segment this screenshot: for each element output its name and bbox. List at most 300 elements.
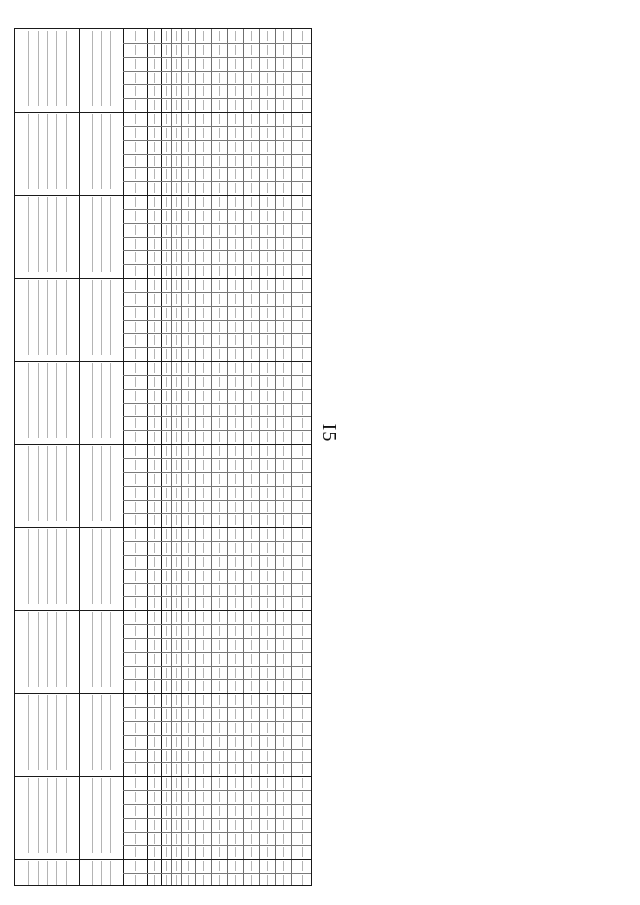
rotated-text-line (267, 156, 268, 166)
rotated-text-line (135, 322, 136, 332)
rotated-text-line (154, 446, 155, 456)
rotated-text-line (283, 875, 284, 885)
rotated-text-line (135, 294, 136, 304)
rotated-text-line (235, 142, 236, 152)
rotated-text-line (66, 363, 67, 438)
rotated-text-line (135, 266, 136, 276)
rotated-text-line (135, 654, 136, 664)
rotated-text-line (267, 598, 268, 608)
rotated-text-line (302, 502, 303, 512)
rotated-text-line (166, 820, 167, 830)
rotated-text-line (188, 45, 189, 55)
table-row-rule (123, 98, 312, 99)
rotated-text-line (188, 377, 189, 387)
rotated-text-line (188, 626, 189, 636)
rotated-text-line (203, 861, 204, 871)
rotated-text-line (235, 59, 236, 69)
rotated-text-line (302, 571, 303, 581)
rotated-text-line (283, 418, 284, 428)
rotated-text-line (176, 363, 177, 373)
rotated-text-line (188, 100, 189, 110)
rotated-text-line (28, 446, 29, 521)
table-row-rule (123, 638, 312, 639)
rotated-text-line (101, 31, 102, 106)
table-row-rule (123, 347, 312, 348)
rotated-text-line (203, 446, 204, 456)
rotated-text-line (135, 335, 136, 345)
table-row-rule (123, 583, 312, 584)
rotated-text-line (251, 156, 252, 166)
table-row-rule (123, 804, 312, 805)
rotated-text-line (219, 640, 220, 650)
rotated-text-line (302, 405, 303, 415)
rotated-text-line (251, 861, 252, 871)
rotated-text-line (251, 695, 252, 705)
rotated-text-line (176, 197, 177, 207)
rotated-text-line (302, 585, 303, 595)
rotated-text-line (302, 335, 303, 345)
table-row-rule (15, 361, 312, 362)
rotated-text-line (188, 169, 189, 179)
rotated-text-line (251, 875, 252, 885)
budget-program-table (14, 28, 312, 886)
rotated-text-line (283, 598, 284, 608)
rotated-text-line (267, 737, 268, 747)
rotated-text-line (235, 751, 236, 761)
rotated-text-line (188, 654, 189, 664)
rotated-text-line (235, 764, 236, 774)
rotated-text-line (154, 515, 155, 525)
rotated-text-line (176, 709, 177, 719)
rotated-text-line (101, 197, 102, 272)
rotated-text-line (251, 543, 252, 553)
rotated-text-line (203, 502, 204, 512)
rotated-text-line (135, 585, 136, 595)
rotated-text-line (267, 681, 268, 691)
rotated-text-line (267, 86, 268, 96)
rotated-text-line (219, 751, 220, 761)
rotated-text-line (251, 778, 252, 788)
rotated-text-line (166, 709, 167, 719)
rotated-text-line (188, 751, 189, 761)
rotated-text-line (235, 488, 236, 498)
rotated-text-line (166, 169, 167, 179)
rotated-text-line (154, 156, 155, 166)
rotated-text-line (203, 73, 204, 83)
rotated-text-line (251, 737, 252, 747)
rotated-text-line (188, 695, 189, 705)
rotated-text-line (188, 239, 189, 249)
rotated-text-line (101, 446, 102, 521)
rotated-text-line (302, 737, 303, 747)
rotated-text-line (302, 543, 303, 553)
rotated-text-line (283, 322, 284, 332)
rotated-text-line (251, 640, 252, 650)
rotated-text-line (135, 308, 136, 318)
rotated-text-line (56, 114, 57, 189)
rotated-text-line (188, 571, 189, 581)
table-row-rule (15, 444, 312, 445)
rotated-text-line (235, 363, 236, 373)
rotated-text-line (66, 778, 67, 853)
rotated-text-line (235, 128, 236, 138)
rotated-text-line (235, 349, 236, 359)
table-row-rule (15, 776, 312, 777)
rotated-text-line (235, 100, 236, 110)
rotated-text-line (302, 557, 303, 567)
rotated-text-line (219, 847, 220, 857)
rotated-text-line (203, 45, 204, 55)
rotated-text-line (176, 737, 177, 747)
rotated-text-line (166, 349, 167, 359)
rotated-text-line (203, 86, 204, 96)
rotated-text-line (154, 640, 155, 650)
table-row-rule (123, 762, 312, 763)
rotated-text-line (135, 764, 136, 774)
table-column-rule (123, 29, 124, 885)
rotated-text-line (135, 806, 136, 816)
rotated-text-line (267, 59, 268, 69)
rotated-text-line (267, 335, 268, 345)
rotated-text-line (135, 723, 136, 733)
rotated-text-line (154, 751, 155, 761)
rotated-text-line (203, 723, 204, 733)
rotated-text-line (219, 183, 220, 193)
rotated-text-line (47, 31, 48, 106)
rotated-text-line (251, 626, 252, 636)
rotated-text-line (302, 488, 303, 498)
rotated-text-line (92, 114, 93, 189)
rotated-text-line (176, 529, 177, 539)
rotated-text-line (251, 31, 252, 41)
rotated-text-line (302, 322, 303, 332)
rotated-text-line (176, 225, 177, 235)
table-row-rule (123, 500, 312, 501)
rotated-text-line (235, 778, 236, 788)
rotated-text-line (203, 764, 204, 774)
rotated-text-line (283, 778, 284, 788)
rotated-text-line (203, 335, 204, 345)
rotated-text-line (166, 294, 167, 304)
rotated-text-line (302, 86, 303, 96)
rotated-text-line (92, 280, 93, 355)
rotated-text-line (251, 225, 252, 235)
rotated-text-line (135, 737, 136, 747)
rotated-text-line (251, 322, 252, 332)
rotated-text-line (302, 764, 303, 774)
rotated-text-line (203, 654, 204, 664)
rotated-text-line (302, 31, 303, 41)
rotated-text-line (176, 73, 177, 83)
table-row-rule (123, 292, 312, 293)
rotated-text-line (176, 156, 177, 166)
rotated-text-line (92, 197, 93, 272)
rotated-text-line (135, 474, 136, 484)
rotated-text-line (135, 169, 136, 179)
rotated-text-line (135, 515, 136, 525)
rotated-text-line (176, 806, 177, 816)
rotated-text-line (219, 668, 220, 678)
rotated-text-line (219, 681, 220, 691)
rotated-text-line (302, 114, 303, 124)
rotated-text-line (267, 418, 268, 428)
rotated-text-line (203, 640, 204, 650)
rotated-text-line (219, 31, 220, 41)
rotated-text-line (251, 598, 252, 608)
rotated-text-line (154, 820, 155, 830)
rotated-text-line (47, 446, 48, 521)
rotated-text-line (251, 820, 252, 830)
rotated-text-line (154, 543, 155, 553)
rotated-text-line (235, 598, 236, 608)
table-row-rule (123, 652, 312, 653)
rotated-text-line (92, 778, 93, 853)
rotated-text-line (219, 598, 220, 608)
rotated-text-line (203, 806, 204, 816)
rotated-text-line (251, 59, 252, 69)
rotated-text-line (135, 529, 136, 539)
rotated-text-line (38, 612, 39, 687)
rotated-text-line (251, 73, 252, 83)
rotated-text-line (302, 418, 303, 428)
rotated-text-line (219, 474, 220, 484)
rotated-text-line (92, 529, 93, 604)
rotated-text-line (135, 418, 136, 428)
rotated-text-line (235, 585, 236, 595)
rotated-text-line (101, 695, 102, 770)
rotated-text-line (56, 778, 57, 853)
rotated-text-line (283, 681, 284, 691)
rotated-text-line (235, 405, 236, 415)
rotated-text-line (188, 156, 189, 166)
rotated-text-line (267, 626, 268, 636)
rotated-text-line (235, 847, 236, 857)
rotated-text-line (176, 86, 177, 96)
rotated-text-line (166, 668, 167, 678)
rotated-text-line (47, 861, 48, 886)
rotated-text-line (302, 391, 303, 401)
rotated-text-line (267, 488, 268, 498)
rotated-text-line (166, 529, 167, 539)
rotated-text-line (154, 266, 155, 276)
rotated-text-line (235, 322, 236, 332)
rotated-text-line (235, 875, 236, 885)
rotated-text-line (219, 695, 220, 705)
rotated-text-line (267, 806, 268, 816)
rotated-text-line (283, 764, 284, 774)
rotated-text-line (251, 834, 252, 844)
rotated-text-line (302, 45, 303, 55)
rotated-text-line (135, 640, 136, 650)
rotated-text-line (203, 211, 204, 221)
rotated-text-line (219, 709, 220, 719)
rotated-text-line (235, 418, 236, 428)
table-column-rule (79, 29, 80, 885)
rotated-text-line (166, 211, 167, 221)
rotated-text-line (267, 861, 268, 871)
rotated-text-line (166, 308, 167, 318)
rotated-text-line (267, 640, 268, 650)
rotated-text-line (188, 681, 189, 691)
rotated-text-line (283, 308, 284, 318)
rotated-text-line (302, 515, 303, 525)
rotated-text-line (203, 308, 204, 318)
rotated-text-line (219, 73, 220, 83)
rotated-text-line (251, 446, 252, 456)
rotated-text-line (235, 571, 236, 581)
rotated-text-line (235, 737, 236, 747)
rotated-text-line (283, 294, 284, 304)
rotated-text-line (203, 100, 204, 110)
rotated-text-line (154, 349, 155, 359)
rotated-text-line (219, 543, 220, 553)
table-row-rule (123, 541, 312, 542)
rotated-text-line (101, 861, 102, 886)
table-row-rule (15, 693, 312, 694)
table-row-rule (123, 264, 312, 265)
rotated-text-line (203, 695, 204, 705)
rotated-text-line (203, 834, 204, 844)
rotated-text-line (110, 114, 111, 189)
rotated-text-line (283, 571, 284, 581)
rotated-text-line (302, 792, 303, 802)
rotated-text-line (283, 31, 284, 41)
rotated-text-line (166, 266, 167, 276)
rotated-text-line (188, 460, 189, 470)
rotated-text-line (302, 59, 303, 69)
rotated-text-line (154, 861, 155, 871)
rotated-text-line (251, 239, 252, 249)
rotated-text-line (302, 211, 303, 221)
rotated-text-line (235, 156, 236, 166)
table-row-rule (123, 389, 312, 390)
rotated-text-line (92, 363, 93, 438)
rotated-text-line (154, 681, 155, 691)
rotated-text-line (283, 100, 284, 110)
rotated-text-line (188, 73, 189, 83)
rotated-text-line (135, 612, 136, 622)
rotated-text-line (176, 778, 177, 788)
rotated-text-line (219, 391, 220, 401)
rotated-text-line (251, 751, 252, 761)
rotated-text-line (188, 861, 189, 871)
table-row-rule (123, 721, 312, 722)
rotated-text-line (154, 585, 155, 595)
rotated-text-line (267, 543, 268, 553)
rotated-text-line (176, 640, 177, 650)
rotated-text-line (203, 820, 204, 830)
rotated-text-line (166, 488, 167, 498)
rotated-text-line (283, 612, 284, 622)
rotated-text-line (188, 211, 189, 221)
rotated-text-line (188, 709, 189, 719)
rotated-text-line (219, 626, 220, 636)
rotated-text-line (283, 529, 284, 539)
rotated-text-line (56, 861, 57, 886)
rotated-text-line (203, 557, 204, 567)
rotated-text-line (203, 529, 204, 539)
rotated-text-line (135, 363, 136, 373)
rotated-text-line (28, 363, 29, 438)
rotated-text-line (302, 474, 303, 484)
rotated-text-line (302, 778, 303, 788)
table-row-rule (123, 596, 312, 597)
rotated-text-line (38, 280, 39, 355)
rotated-text-line (176, 239, 177, 249)
rotated-text-line (154, 59, 155, 69)
rotated-text-line (166, 806, 167, 816)
rotated-text-line (283, 197, 284, 207)
rotated-text-line (154, 31, 155, 41)
rotated-text-line (176, 432, 177, 442)
table-row-rule (123, 167, 312, 168)
rotated-text-line (235, 529, 236, 539)
rotated-text-line (188, 322, 189, 332)
rotated-text-line (176, 100, 177, 110)
rotated-text-line (28, 778, 29, 853)
rotated-text-line (135, 626, 136, 636)
rotated-text-line (188, 515, 189, 525)
rotated-text-line (203, 668, 204, 678)
rotated-text-line (176, 418, 177, 428)
rotated-text-line (267, 612, 268, 622)
rotated-text-line (219, 502, 220, 512)
rotated-text-line (235, 45, 236, 55)
rotated-text-line (219, 252, 220, 262)
rotated-text-line (188, 737, 189, 747)
rotated-text-line (203, 405, 204, 415)
rotated-text-line (92, 695, 93, 770)
rotated-text-line (188, 806, 189, 816)
rotated-text-line (283, 156, 284, 166)
rotated-text-line (66, 280, 67, 355)
rotated-text-line (267, 515, 268, 525)
rotated-text-line (251, 169, 252, 179)
rotated-text-line (302, 280, 303, 290)
rotated-text-line (235, 335, 236, 345)
rotated-text-line (166, 377, 167, 387)
rotated-text-line (267, 654, 268, 664)
rotated-text-line (302, 377, 303, 387)
rotated-text-line (283, 626, 284, 636)
rotated-text-line (251, 363, 252, 373)
rotated-text-line (283, 169, 284, 179)
rotated-text-line (219, 156, 220, 166)
rotated-text-line (267, 792, 268, 802)
rotated-text-line (283, 488, 284, 498)
rotated-text-line (154, 308, 155, 318)
rotated-text-line (166, 557, 167, 567)
rotated-text-line (135, 349, 136, 359)
rotated-text-line (283, 751, 284, 761)
rotated-text-line (302, 460, 303, 470)
rotated-text-line (110, 612, 111, 687)
rotated-text-line (267, 280, 268, 290)
rotated-text-line (188, 335, 189, 345)
rotated-text-line (56, 31, 57, 106)
rotated-text-line (188, 598, 189, 608)
table-column-rule (161, 29, 162, 885)
rotated-text-line (203, 474, 204, 484)
rotated-text-line (267, 128, 268, 138)
rotated-text-line (188, 252, 189, 262)
rotated-text-line (203, 598, 204, 608)
rotated-text-line (135, 543, 136, 553)
rotated-text-line (251, 668, 252, 678)
rotated-text-line (302, 128, 303, 138)
rotated-text-line (203, 778, 204, 788)
rotated-text-line (235, 612, 236, 622)
